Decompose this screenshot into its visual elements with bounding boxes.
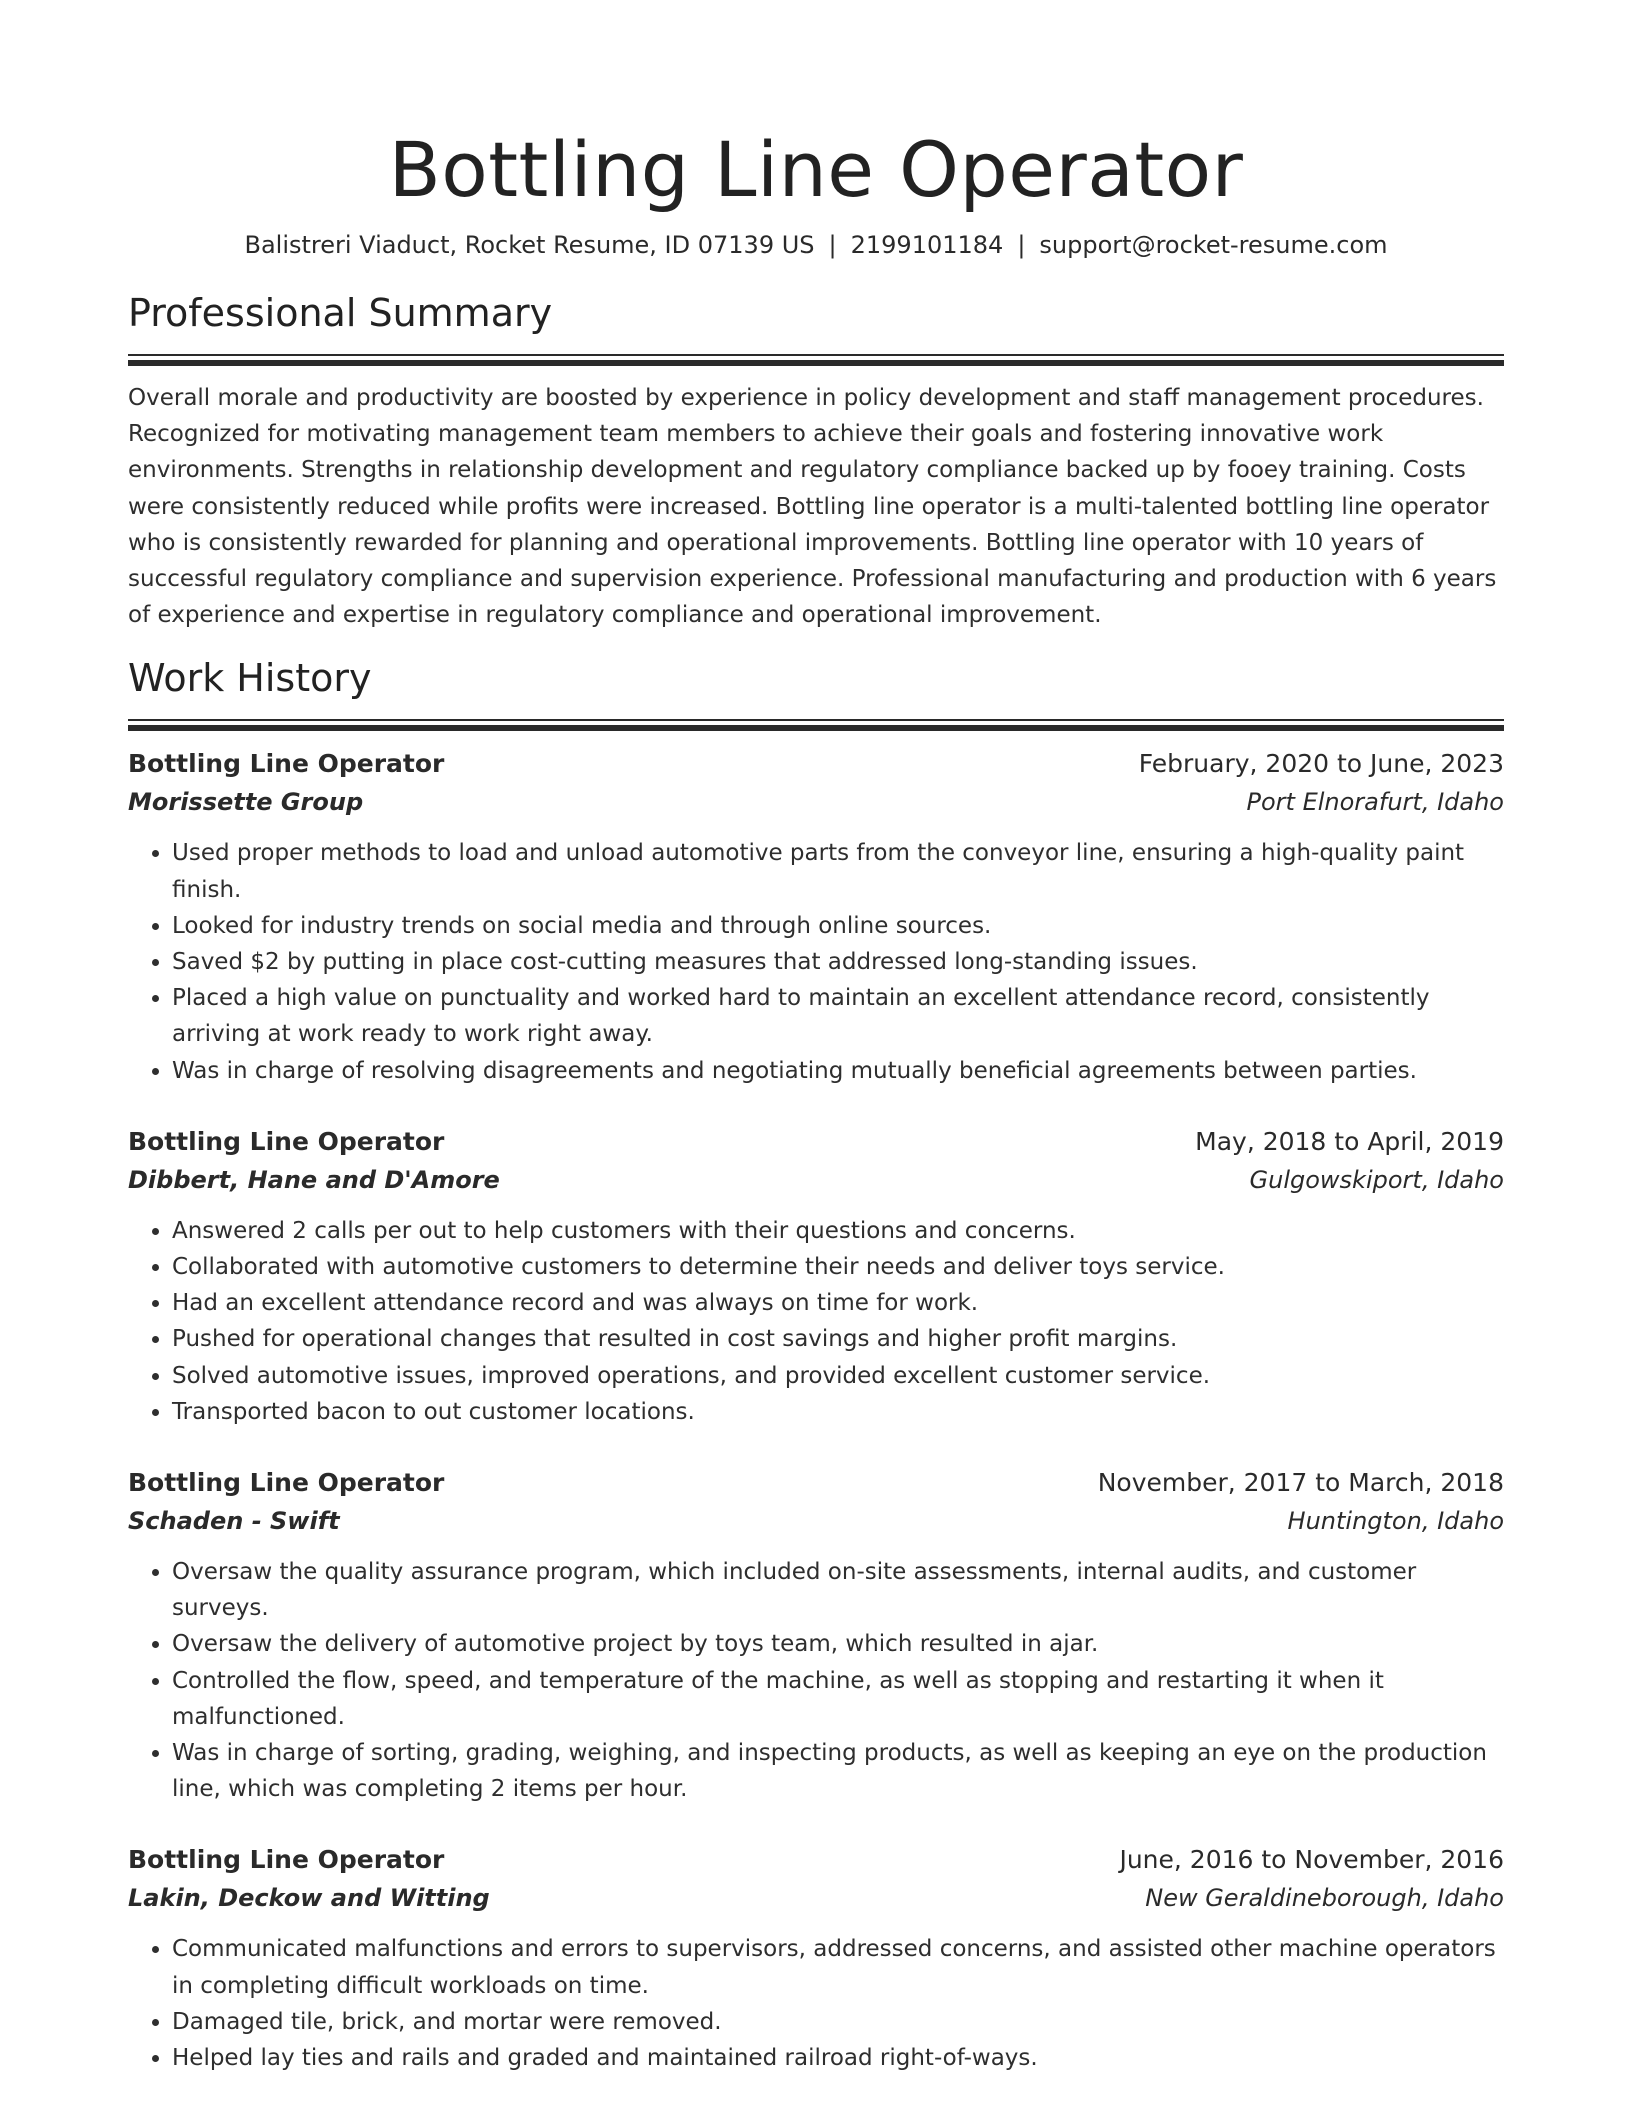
contact-email: support@rocket-resume.com: [1039, 231, 1388, 259]
job-bullet: • Had an excellent attendance record and was always on time for work.: [172, 1285, 1504, 1321]
job-bullets: [128, 1213, 1504, 1430]
job-bullet: • Communicated malfunctions and errors to supervisors, addressed concerns, and assisted other machine operators in completing difficult workloads on time.: [172, 1931, 1504, 2003]
job-location: Huntington, Idaho: [1287, 1507, 1504, 1536]
contact-address: Balistreri Viaduct, Rocket Resume, ID 07139 US: [244, 231, 815, 259]
contact-phone: 2199101184: [850, 231, 1004, 259]
job-dates: June, 2016 to November, 2016: [1119, 1845, 1504, 1875]
work-history-heading: Work History: [128, 656, 372, 701]
contact-line: [128, 228, 1504, 262]
job-bullets: [128, 1554, 1504, 1807]
job-bullet: • Damaged tile, brick, and mortar were removed.: [172, 2004, 1504, 2040]
section-divider: [128, 354, 1504, 366]
job-location: Port Elnorafurt, Idaho: [1246, 788, 1504, 817]
job-location: Gulgowskiport, Idaho: [1249, 1165, 1504, 1194]
job-bullets: [128, 835, 1504, 1088]
job-bullet: • Solved automotive issues, improved operations, and provided excellent customer service.: [172, 1358, 1504, 1394]
summary-heading: Professional Summary: [128, 291, 553, 335]
job-company: Lakin, Deckow and Witting: [128, 1884, 490, 1913]
job-bullet: • Looked for industry trends on social media and through online sources.: [172, 908, 1504, 944]
job-bullet: • Pushed for operational changes that resulted in cost savings and higher profit margins.: [172, 1321, 1504, 1357]
resume-name: Bottling Line Operator: [388, 125, 1244, 214]
job-bullet: • Helped lay ties and rails and graded and maintained railroad right-of-ways.: [172, 2040, 1504, 2076]
contact-separator: |: [828, 231, 837, 259]
job-bullet: • Transported bacon to out customer locations.: [172, 1394, 1504, 1430]
job-bullets: [128, 1931, 1504, 2076]
job-bullet: • Collaborated with automotive customers to determine their needs and deliver toys service.: [172, 1249, 1504, 1285]
job-bullet: • Oversaw the quality assurance program, which included on-site assessments, internal audits, and customer surveys.: [172, 1554, 1504, 1626]
job-bullet: • Was in charge of resolving disagreements and negotiating mutually beneficial agreements between parties.: [172, 1053, 1504, 1089]
resume-page: [128, 0, 1504, 2076]
job-title: Bottling Line Operator: [128, 749, 445, 779]
job-title: Bottling Line Operator: [128, 1845, 445, 1875]
job-entry: [128, 1841, 1504, 2076]
job-bullet: • Oversaw the delivery of automotive project by toys team, which resulted in ajar.: [172, 1626, 1504, 1662]
section-divider: [128, 719, 1504, 731]
job-title: Bottling Line Operator: [128, 1468, 445, 1498]
job-entry: [128, 745, 1504, 1088]
job-entry: [128, 1464, 1504, 1807]
job-title: Bottling Line Operator: [128, 1126, 445, 1156]
job-bullet: • Placed a high value on punctuality and worked hard to maintain an excellent attendance record, consistently arriving at work ready to work right away.: [172, 980, 1504, 1052]
job-entry: [128, 1123, 1504, 1430]
job-bullet: • Used proper methods to load and unload automotive parts from the conveyor line, ensuring a high-quality paint finish.: [172, 835, 1504, 907]
job-dates: May, 2018 to April, 2019: [1195, 1126, 1504, 1156]
job-bullet: • Controlled the flow, speed, and temperature of the machine, as well as stopping and restarting it when it malfunctioned.: [172, 1663, 1504, 1735]
contact-separator: |: [1017, 231, 1026, 259]
summary-text: Overall morale and productivity are boosted by experience in policy development and staff management procedures. Recognized for motivating management team members to achieve their goals and fostering innovative work environments. Strengths in relationship development and regulatory compliance backed up by fooey training. Costs were consistently reduced while profits were increased. Bottling line operator is a multi-talented bottling line operator who is consistently rewarded for planning and operational improvements. Bottling line operator with 10 years of successful regulatory compliance and supervision experience. Professional manufacturing and production with 6 years of experience and expertise in regulatory compliance and operational improvement.: [128, 385, 1497, 629]
job-company: Morissette Group: [128, 788, 364, 817]
summary-section: [128, 288, 1504, 633]
job-company: Schaden - Swift: [128, 1507, 340, 1536]
job-bullet: • Answered 2 calls per out to help customers with their questions and concerns.: [172, 1213, 1504, 1249]
job-bullet: • Was in charge of sorting, grading, weighing, and inspecting products, as well as keeping an eye on the production line, which was completing 2 items per hour.: [172, 1735, 1504, 1807]
job-bullet: • Saved $2 by putting in place cost-cutting measures that addressed long-standing issues.: [172, 944, 1504, 980]
job-dates: February, 2020 to June, 2023: [1138, 749, 1504, 779]
job-company: Dibbert, Hane and D'Amore: [128, 1165, 500, 1194]
job-dates: November, 2017 to March, 2018: [1097, 1468, 1504, 1498]
work-history-section: [128, 653, 1504, 2076]
job-location: New Geraldineborough, Idaho: [1145, 1884, 1504, 1913]
